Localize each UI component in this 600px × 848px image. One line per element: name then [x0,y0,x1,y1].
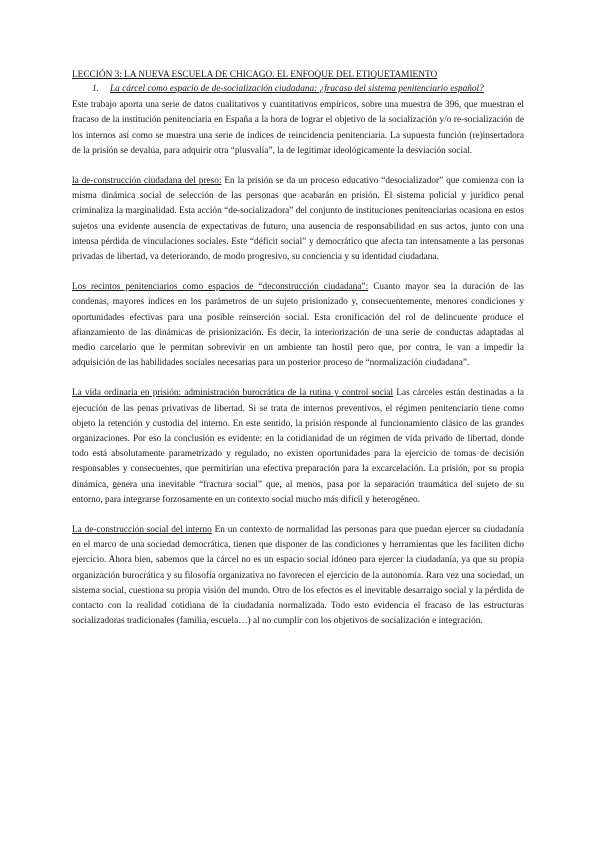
question-item [92,83,524,96]
section-body: En la prisión se da un proceso educativo “desocializador” que comienza con la misma dinámica social de selección de las personas que acabarán en prisión. El sistema policial y jurídico penal criminaliza la marginalidad. Esta acción “de-socializadora” del conjunto de instituciones penitenciarias ocasiona en estos sujetos una evidente ausencia de expectativas de futuro, una ausencia de responsabilidad en sus actos, junto con una intensa pérdida de vinculaciones sociales. Este “déficit social” y democrático que afecta tan intensamente a las personas privadas de libertad, va deteriorando, de modo progresivo, su conciencia y su identidad ciudadana. [72,176,525,263]
section-heading: La de-construcción social del interno [72,525,212,536]
section-body: Cuanto mayor sea la duración de las condenas, mayores índices en los parámetros de un sujeto prisionizado y, consecuentemente, menores condiciones y oportunidades efectivas para una posible reinserción social. Esta cronificación del rol de delincuente produce el afianzamiento de las dinámicas de prisionización. Es decir, la interiorización de una serie de conductas adaptadas al medio carcelario que le permitan sobrevivir en un ambiente tan hostil pero que, por contra, le van a impedir la adquisición de las habilidades sociales necesarias para un posterior proceso de “normalización ciudadana”. [72,282,524,369]
document-page [72,68,524,630]
section-heading: la de-construcción ciudadana del preso: [72,176,222,187]
section-body: Las cárceles están destinadas a la ejecución de las penas privativas de libertad. Si se trata de internos preventivos, el régimen penitenciario tiene como objeto la retención y custodia del interno. En este sentido, la prisión responde al funcionamiento clásico de las grandes organizaciones. Por eso la conclusión es evidente: en la cotidianidad de un régimen de vida privado de libertad, donde todo está absolutamente parametrizado y regulado, no existen oportunidades para la ejercicio de tomas de decisión responsables y consecuentes, que permitirían una efectiva preparación para la excarcelación. La prisión, por su propia dinámica, genera una inevitable “fractura social” que, al menos, pasa por la separación traumática del sujeto de su entorno, para integrarse forzosamente en un contexto social mucho más difícil y heterogéneo. [72,388,524,505]
lesson-title: LECCIÓN 3: LA NUEVA ESCUELA DE CHICAGO. EL ENFOQUE DEL ETIQUETAMIENTO [72,70,438,80]
question-number: 1. [92,84,99,95]
section-paragraph [72,280,524,371]
section-body: En un contexto de normalidad las personas para que puedan ejercer su ciudadanía en el marco de una sociedad democrática, tienen que disponer de las condiciones y herramientas que les faciliten dicho ejercicio. Ahora bien, sabemos que la cárcel no es un espacio social idóneo para ejercer la ciudadanía, ya que su propia organización burocrática y su filosofía organizativa no favorecen el ejercicio de la autonomía. Rara vez una sociedad, un sistema social, cuestiona su propia visión del mundo. Otro de los efectos es el inevitable desarraigo social y la pérdida de contacto con la realidad cotidiana de la ciudadanía normalizada. Todo esto evidencia el fracaso de las estructuras socializadoras tradicionales (familia, escuela…) al no cumplir con los objetivos de socialización e integración. [72,525,524,627]
section-paragraph [72,386,524,508]
section-heading: Los recintos penitenciarios como espacios de “deconstrucción ciudadana”: [72,282,369,293]
question-text: La cárcel como espacio de de-socialización ciudadana: ¿fracaso del sistema penitenciario español? [110,84,484,95]
section-paragraph [72,174,524,265]
section-paragraph [72,523,524,629]
intro-paragraph: Este trabajo aporta una serie de datos cualitativos y cuantitativos empíricos, sobre una muestra de 396, que muestran el fracaso de la institución penitenciaria en España a la hora de lograr el objetivo de la socialización y/o re-socialización de los internos así como se muestra una serie de índices de reincidencia penitenciaria. La supuesta función (re)insertadora de la prisión se devalúa, para adquirir otra “plusvalía”, la de legitimar ideológicamente la desviación social. [72,100,524,156]
section-heading: La vida ordinaria en prisión: administración burocrática de la rutina y control social [72,388,394,399]
